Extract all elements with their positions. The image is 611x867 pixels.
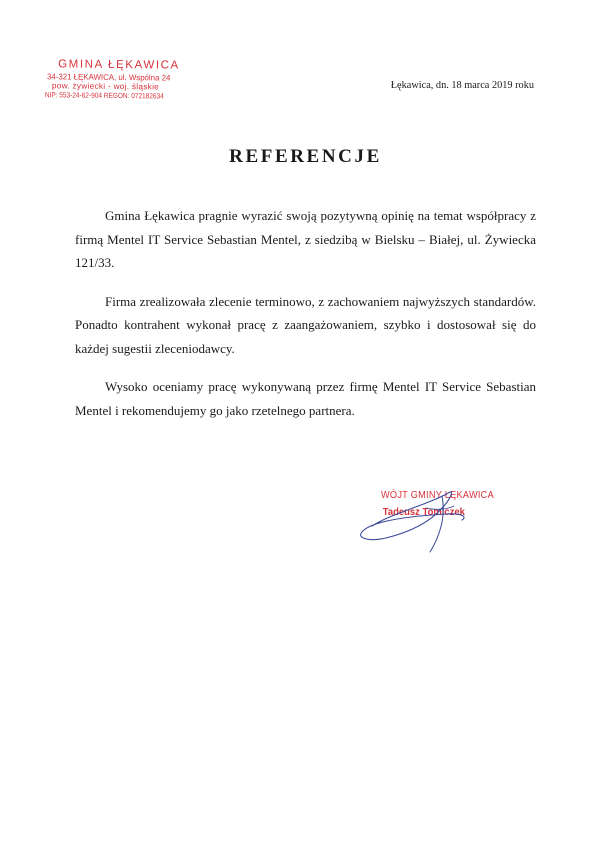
signatory-role: WÓJT GMINY ŁĘKAWICA	[381, 490, 494, 501]
stamp-ids: NIP: 553-24-62-904 REGON: 072182634	[44, 90, 164, 101]
stamp-address: 34-321 ŁĘKAWICA, ul. Wspólna 24	[46, 71, 171, 83]
stamp-district: pow. żywiecki - woj. śląskie	[51, 81, 160, 92]
letter-body	[75, 204, 536, 437]
handwritten-signature-icon	[350, 486, 490, 566]
stamp-title: GMINA ŁĘKAWICA	[58, 58, 180, 72]
place-date: Łękawica, dn. 18 marca 2019 roku	[390, 80, 534, 91]
signatory-name: Tadeusz Tomiczek	[382, 506, 465, 518]
paragraph-2: Firma zrealizowała zlecenie terminowo, z zachowaniem najwyższych standardów. Ponadto kontrahent wykonał pracę z zaangażowaniem, szybko i dostosował się do każdej sugestii zleceniodawcy.	[75, 293, 536, 356]
paragraph-3: Wysoko oceniamy pracę wykonywaną przez firmę Mentel IT Service Sebastian Mentel i rekomendujemy go jako rzetelnego partnera.	[75, 379, 536, 418]
municipality-stamp	[44, 59, 194, 101]
paragraph-1: Gmina Łękawica pragnie wyrazić swoją pozytywną opinię na temat współpracy z firmą Mentel IT Service Sebastian Mentel, z siedzibą w Bielsku – Białej, ul. Żywiecka 121/33.	[75, 208, 536, 270]
document-title: REFERENCJE	[229, 146, 382, 167]
